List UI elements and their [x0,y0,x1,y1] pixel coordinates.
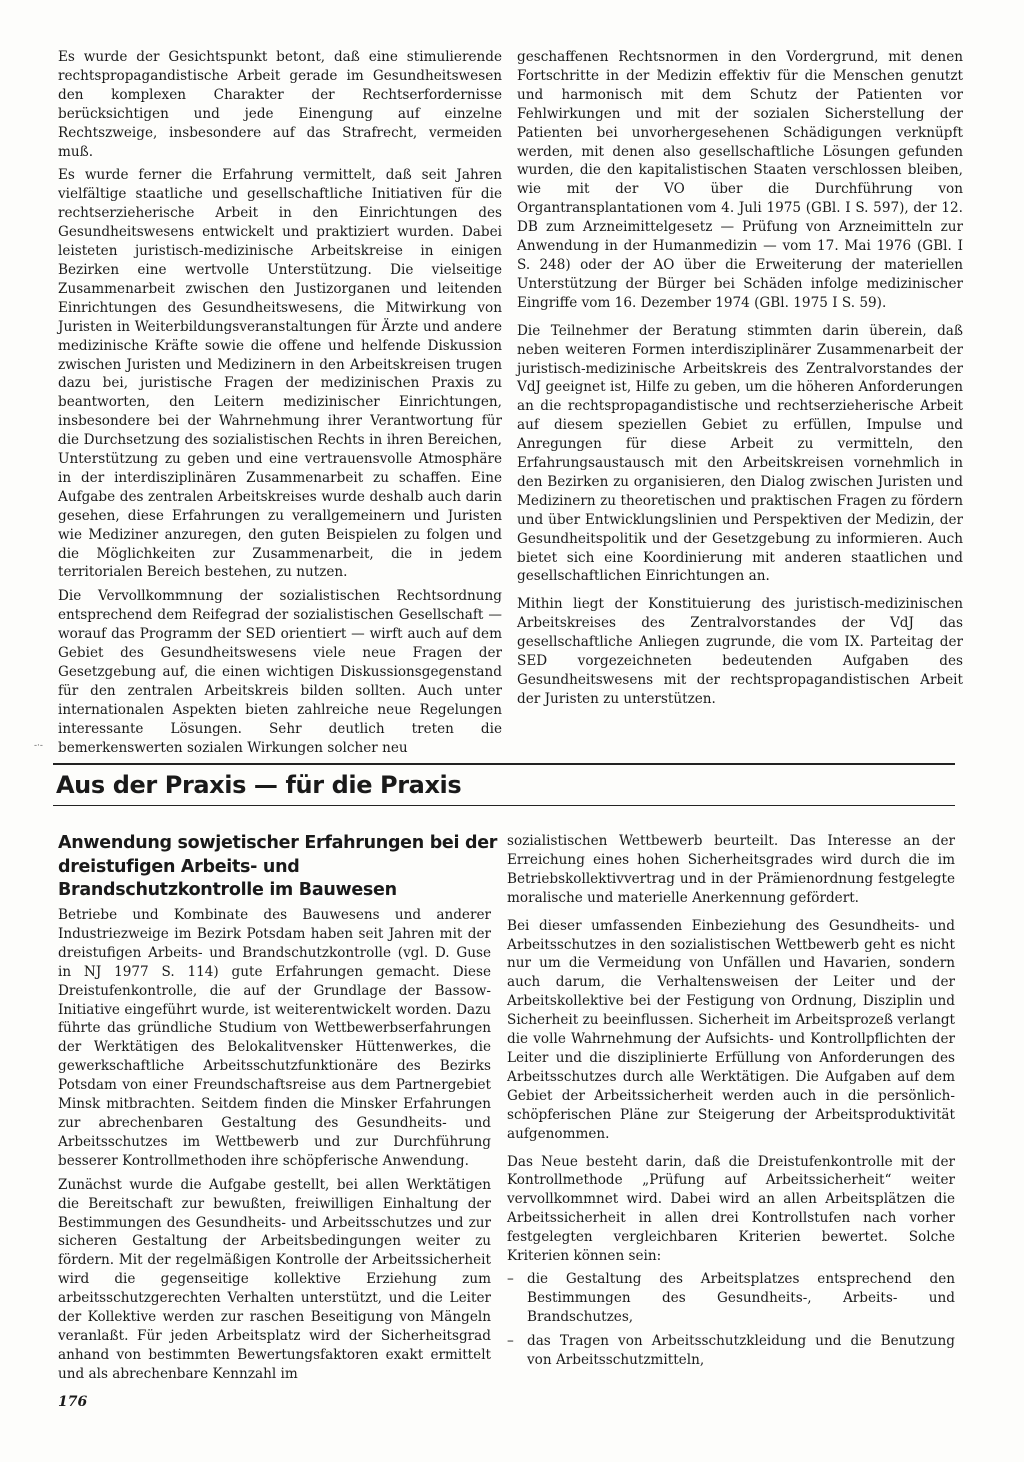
paragraph: Das Neue besteht darin, daß die Dreistufenkontrolle mit der Kontrollmethode „Prüfung auf Arbeitssicherheit“ weiter vervollkommnet wird. Dabei wird an allen Arbeitsplätzen die Arbeitssicherheit in allen drei Kontrollstufen nach vorher festgelegten vergleichbaren Kriterien bewertet. Solche Kriterien können sein: [507,1153,955,1265]
list-item-text: das Tragen von Arbeitsschutzkleidung und die Benutzung von Arbeitsschutzmitteln, [527,1332,955,1368]
paragraph: Bei dieser umfassenden Einbeziehung des Gesundheits- und Arbeitsschutzes in den sozialistischen Wettbewerb geht es nicht nur um die Vermeidung von Unfällen und Havarien, sondern auch darum, die Verhaltensweisen der Leiter und der Arbeitskollektive bei der Festigung von Ordnung, Disziplin und Sicherheit zu beeinflussen. Sicherheit im Arbeitsprozeß verlangt die volle Wahrnehmung der Aufsichts- und Kontrollpflichten der Leiter und die disziplinierte Erfüllung von Anforderungen des Arbeitsschutzes durch alle Werktätigen. Die Aufgaben auf dem Gebiet der Arbeitssicherheit werden auch in die persönlich-schöpferischen Pläne zur Steigerung der Arbeitsproduktivität aufgenommen. [507,917,955,1142]
section-rule-top [53,763,955,765]
section-heading: Aus der Praxis — für die Praxis [56,771,462,799]
margin-mark: -·- [34,741,43,751]
dash-bullet: – [507,1332,514,1349]
paragraph: Mithin liegt der Konstituierung des juristisch-medizinischen Arbeitskreises des Zentralvorstandes der VdJ das gesellschaftliche Anliegen zugrunde, die vom IX. Parteitag der SED vorgezeichneten bedeutenden Aufgaben des Gesundheitswesens mit der rechtspropagandistischen Arbeit der Juristen zu unterstützen. [517,596,963,707]
paragraph: Betriebe und Kombinate des Bauwesens und anderer Industriezweige im Bezirk Potsdam haben seit Jahren mit der dreistufigen Arbeits- und Brandschutzkontrolle (vgl. D. Guse in NJ 1977 S. 114) gute Erfahrungen gemacht. Diese Dreistufenkontrolle, die auf der Grundlage der Bassow-Initiative eingeführt wurde, ist weiterentwickelt worden. Dazu führte das gründliche Studium von Wettbewerbserfahrungen der Werktätigen des Belokalitvensker Hüttenwerkes, die gewerkschaftliche Arbeitsschutzfunktionäre des Bezirks Potsdam von einer Freundschaftsreise aus dem Partnergebiet Minsk mitbrachten. Seitdem finden die Minsker Erfahrungen zur abrechenbaren Gestaltung des Gesundheits- und Arbeitsschutzes im Wettbewerb und zur Durchführung besserer Kontrollmethoden ihre schöpferische Anwendung. [58,907,491,1169]
paragraph: Es wurde ferner die Erfahrung vermittelt, daß seit Jahren vielfältige staatliche und gesellschaftliche Initiativen für die rechtserzieherische Arbeit in den Einrichtungen des Gesundheitswesens entwickelt und praktiziert wurden. Dabei leisteten juristisch-medizinische Arbeitskreise in einigen Bezirken eine wertvolle Unterstützung. Die vielseitige Zusammenarbeit zwischen den Justizorganen und leitenden Einrichtungen des Gesundheitswesens, die Mitwirkung von Juristen in Weiterbildungsveranstaltungen für Ärzte und andere medizinische Kräfte sowie die offene und helfende Diskussion zwischen Juristen und Medizinern in den Arbeitskreisen trugen dazu bei, juristische Fragen der medizinischen Praxis zu beantworten, den Leitern medizinischer Einrichtungen, insbesondere bei der Wahrnehmung ihrer Verantwortung für die Durchsetzung des sozialistischen Rechts in ihren Bereichen, Unterstützung zu geben und eine vertrauensvolle Atmosphäre in der interdisziplinären Zusammenarbeit zu schaffen. Eine Aufgabe des zentralen Arbeitskreises wurde deshalb auch darin gesehen, diese Erfahrungen zu verallgemeinern und Juristen wie Mediziner anzuregen, den guten Beispielen zu folgen und die Möglichkeiten zur Zusammenarbeit, die in jedem territorialen Bereich bestehen, zu nutzen. [58,167,502,581]
column-top-right [517,48,963,709]
paragraph: sozialistischen Wettbewerb beurteilt. Das Interesse an der Erreichung eines hohen Sicherheitsgrades wird durch die im Betriebskollektivvertrag und in der Prämienordnung festgelegte moralische und materielle Anerkennung gefördert. [507,833,955,906]
page-number: 176 [58,1394,88,1410]
list-item [507,1270,955,1327]
paragraph: Zunächst wurde die Aufgabe gestellt, bei allen Werktätigen die Bereitschaft zur bewußten, freiwilligen Einhaltung der Bestimmungen des Gesundheits- und Arbeitsschutzes und zur sicheren Gestaltung der Arbeitsbedingungen weiter zu fördern. Mit der regelmäßigen Kontrolle der Arbeitssicherheit wird die gegenseitige kollektive Erziehung zum arbeitsschutzgerechten Verhalten unterstützt, und die Leiter der Kollektive werden zur raschen Beseitigung von Mängeln veranlaßt. Für jeden Arbeitsplatz wird der Sicherheitsgrad anhand von bestimmten Bewertungsfaktoren exakt ermittelt und als abrechenbare Kennzahl im [58,1176,491,1382]
criteria-list [507,1270,955,1370]
paragraph: Die Vervollkommnung der sozialistischen Rechtsordnung entsprechend dem Reifegrad der sozialistischen Gesellschaft — worauf das Programm der SED orientiert — wirft auch auf dem Gebiet des Gesundheitswesens viele neue Fragen der Gesetzgebung auf, die einen wichtigen Diskussionsgegenstand für den zentralen Arbeitskreis bilden sollten. Auch unter internationalen Aspekten bieten zahlreiche neue Regelungen interessante Lösungen. Sehr deutlich treten die bemerkenswerten sozialen Wirkungen solcher neu [58,588,502,756]
list-item [507,1332,955,1370]
section-rule-bottom [53,805,955,806]
paragraph: Es wurde der Gesichtspunkt betont, daß eine stimulierende rechtspropagandistische Arbeit gerade im Gesundheitswesen den komplexen Charakter der Rechtserfordernisse berücksichtigen und jede Einengung auf einzelne Rechtszweige, insbesondere auf das Strafrecht, vermeiden muß. [58,49,502,160]
paragraph: geschaffenen Rechtsnormen in den Vordergrund, mit denen Fortschritte in der Medizin effektiv für die Menschen genutzt und harmonisch mit dem Schutz der Patienten vor Fehlwirkungen und mit der sozialen Sicherstellung der Patienten bei unvorhergesehenen Schädigungen verknüpft werden, mit denen also gesellschaftliche Lösungen gefunden wurden, die den kapitalistischen Staaten verschlossen bleiben, wie mit der VO über die Durchführung von Organtransplantationen vom 4. Juli 1975 (GBl. I S. 597), der 12. DB zum Arzneimittelgesetz — Prüfung von Arzneimitteln zur Anwendung in der Humanmedizin — vom 17. Mai 1976 (GBl. I S. 248) oder der AO über die Erweiterung der materiellen Unterstützung der Bürger bei Schäden infolge medizinischer Eingriffe vom 16. Dezember 1974 (GBl. 1975 I S. 59). [517,49,963,311]
column-article-left [58,906,491,1384]
dash-bullet: – [507,1270,514,1287]
column-top-left [58,48,502,758]
article-title: Anwendung sowjetischer Erfahrungen bei der dreistufigen Arbeits- und Brandschutzkontrolle im Bauwesen [58,833,498,900]
list-item-text: die Gestaltung des Arbeitsplatzes entsprechend den Bestimmungen des Gesundheits-, Arbeits- und Brandschutzes, [527,1270,955,1325]
paragraph: Die Teilnehmer der Beratung stimmten darin überein, daß neben weiteren Formen interdisziplinärer Zusammenarbeit der juristisch-medizinische Arbeitskreis des Zentralvorstandes der VdJ geeignet ist, Hilfe zu geben, um die höheren Anforderungen an die rechtspropagandistische und rechtserzieherische Arbeit auf diesem speziellen Gebiet zu erfüllen, Impulse und Anregungen für diese Arbeit zu vermitteln, den Erfahrungsaustausch mit den Arbeitskreisen vornehmlich in den Bezirken zu organisieren, den Dialog zwischen Juristen und Medizinern zu theoretischen und praktischen Fragen zu fördern und über Entwicklungslinien und Perspektiven der Medizin, der Gesundheitspolitik und der Gesetzgebung zu informieren. Auch bietet sich eine Koordinierung mit anderen staatlichen und gesellschaftlichen Einrichtungen an. [517,322,963,585]
column-article-right [507,832,955,1369]
